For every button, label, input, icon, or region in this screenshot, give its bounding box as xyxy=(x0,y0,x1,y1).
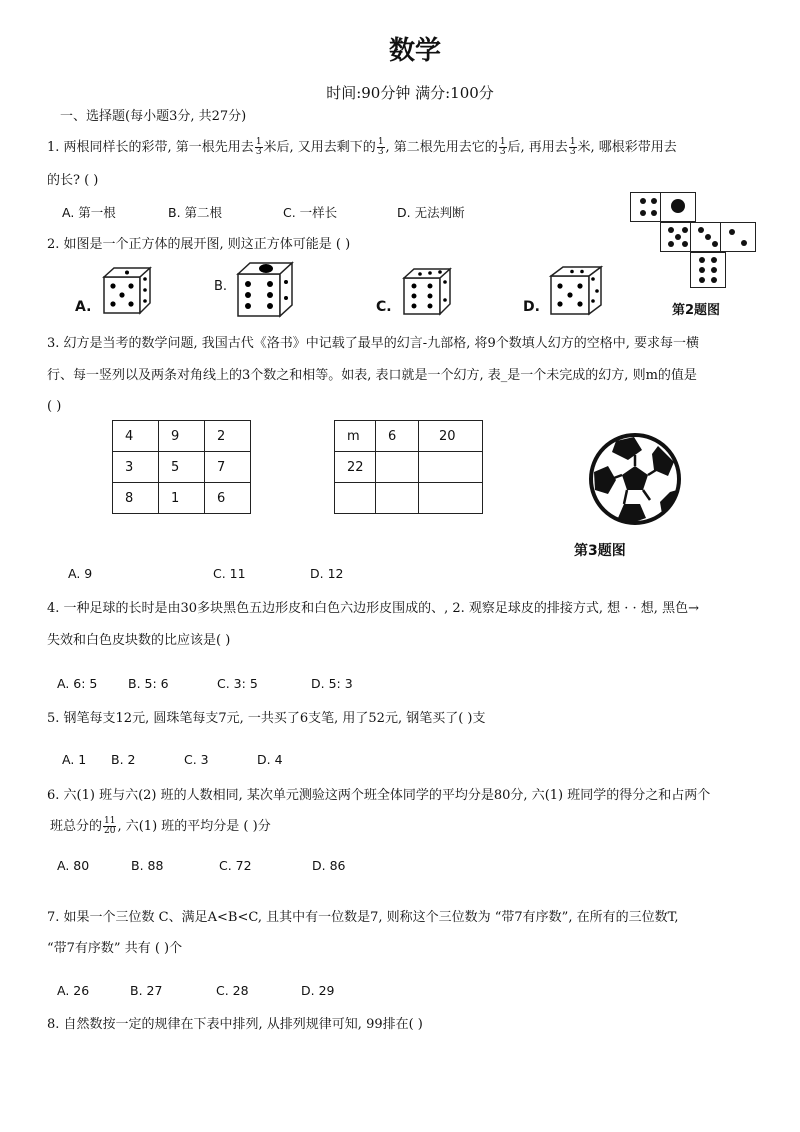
exam-info: 时间:90分钟 满分:100分 xyxy=(326,84,494,102)
q4-option-a[interactable]: A. 6: 5 xyxy=(57,676,98,691)
net-face xyxy=(690,252,726,288)
dice-c-icon[interactable] xyxy=(400,266,456,316)
question-6-line2 xyxy=(50,817,271,836)
q4-option-b[interactable]: B. 5: 6 xyxy=(128,676,169,691)
q2-option-c-label[interactable]: C. xyxy=(376,299,392,315)
q1-text-c: , 第二根先用去它的 xyxy=(385,140,498,155)
grid-cell: 6 xyxy=(376,421,419,452)
grid-cell: 6 xyxy=(205,483,251,514)
q7-option-b[interactable]: B. 27 xyxy=(130,983,163,998)
table-row xyxy=(335,452,483,483)
q6-text-a: 班总分的 xyxy=(50,819,103,834)
question-7-line2: “带7有序数” 共有 ( )个 xyxy=(47,941,183,956)
q2-option-d-label[interactable]: D. xyxy=(523,299,540,315)
grid-cell: 20 xyxy=(419,421,483,452)
q3-option-c[interactable]: C. 11 xyxy=(213,566,246,581)
cube-net-figure xyxy=(630,192,755,292)
q3-option-d[interactable]: D. 12 xyxy=(310,566,344,581)
grid-cell: 5 xyxy=(159,452,205,483)
question-3-line3: ( ) xyxy=(47,399,62,414)
grid-cell: 3 xyxy=(113,452,159,483)
q1-option-a[interactable]: A. 第一根 xyxy=(62,205,116,220)
grid-cell: 2 xyxy=(205,421,251,452)
question-1-line2: 的长? ( ) xyxy=(47,173,99,188)
grid-cell: 8 xyxy=(113,483,159,514)
question-6-line1: 6. 六(1) 班与六(2) 班的人数相同, 某次单元测验这两个班全体同学的平均分是80分, 六(1) 班同学的得分之和占两个 xyxy=(47,788,711,803)
q2-option-a-label[interactable]: A. xyxy=(75,299,92,315)
fraction: $\frac{1}{3}$ xyxy=(255,137,262,157)
q6-option-a[interactable]: A. 80 xyxy=(57,858,90,873)
table-row xyxy=(113,421,251,452)
fraction: $\frac{11}{20}$ xyxy=(104,816,116,836)
fraction: $\frac{1}{3}$ xyxy=(377,137,384,157)
q1-text-a: 1. 两根同样长的彩带, 第一根先用去 xyxy=(47,140,254,155)
q5-option-b[interactable]: B. 2 xyxy=(111,752,136,767)
table-row xyxy=(335,421,483,452)
q5-option-d[interactable]: D. 4 xyxy=(257,752,283,767)
table-row xyxy=(113,452,251,483)
grid-cell xyxy=(419,452,483,483)
q2-option-b-label[interactable]: B. xyxy=(214,279,228,294)
magic-square-incomplete xyxy=(334,420,483,514)
q2-figure-caption: 第2题图 xyxy=(672,303,721,318)
table-row xyxy=(113,483,251,514)
grid-cell: 7 xyxy=(205,452,251,483)
question-2: 2. 如图是一个正方体的展开图, 则这正方体可能是 ( ) xyxy=(47,237,351,252)
dice-d-icon[interactable] xyxy=(547,264,611,318)
q7-option-d[interactable]: D. 29 xyxy=(301,983,335,998)
question-3-line1: 3. 幻方是当考的数学问题, 我国古代《洛书》中记载了最早的幻言-九部格, 将9个数填人幻方的空格中, 要求每一横 xyxy=(47,336,699,351)
question-3-line2: 行、每一竖列以及两条对角线上的3个数之和相等。如表, 表口就是一个幻方, 表_是一个未完成的幻方, 则m的值是 xyxy=(47,368,697,383)
q4-option-d[interactable]: D. 5: 3 xyxy=(311,676,353,691)
section-heading: 一、选择题(每小题3分, 共27分) xyxy=(60,109,247,124)
dice-a-icon[interactable] xyxy=(100,265,156,315)
soccer-ball-icon xyxy=(588,432,682,526)
grid-cell: 1 xyxy=(159,483,205,514)
grid-cell xyxy=(335,483,376,514)
question-8: 8. 自然数按一定的规律在下表中排列, 从排列规律可知, 99排在( ) xyxy=(47,1017,423,1032)
q1-option-c[interactable]: C. 一样长 xyxy=(283,205,338,220)
fraction: $\frac{1}{3}$ xyxy=(569,137,576,157)
grid-cell xyxy=(419,483,483,514)
q6-option-c[interactable]: C. 72 xyxy=(219,858,252,873)
q6-option-b[interactable]: B. 88 xyxy=(131,858,164,873)
grid-cell: 9 xyxy=(159,421,205,452)
question-7-line1: 7. 如果一个三位数 C、满足A<B<C, 且其中有一位数是7, 则称这个三位数为 “带7有序数”, 在所有的三位数T, xyxy=(47,910,679,925)
q3-figure-caption: 第3题图 xyxy=(574,543,626,559)
q1-text-e: 米, 哪根彩带用去 xyxy=(577,140,677,155)
net-face xyxy=(720,222,756,252)
q7-option-a[interactable]: A. 26 xyxy=(57,983,90,998)
net-face xyxy=(660,192,696,222)
grid-cell xyxy=(376,483,419,514)
grid-cell: 22 xyxy=(335,452,376,483)
q7-option-c[interactable]: C. 28 xyxy=(216,983,249,998)
question-4-line1: 4. 一种足球的长时是由30多块黑色五边形皮和白色六边形皮围成的、, 2. 观察足球皮的排接方式, 想 · · 想, 黑色→ xyxy=(47,601,699,616)
fraction: $\frac{1}{3}$ xyxy=(499,137,506,157)
page-title: 数学 xyxy=(388,36,441,66)
q1-text-b: 米后, 又用去剩下的 xyxy=(263,140,376,155)
question-5: 5. 钢笔每支12元, 圆珠笔每支7元, 一共买了6支笔, 用了52元, 钢笔买了( )支 xyxy=(47,711,486,726)
question-4-line2: 失效和白色皮块数的比应该是( ) xyxy=(47,633,231,648)
grid-cell xyxy=(376,452,419,483)
question-1 xyxy=(47,138,677,157)
q6-option-d[interactable]: D. 86 xyxy=(312,858,346,873)
grid-cell: 4 xyxy=(113,421,159,452)
q4-option-c[interactable]: C. 3: 5 xyxy=(217,676,258,691)
dice-b-icon[interactable] xyxy=(234,260,300,320)
grid-cell: m xyxy=(335,421,376,452)
q1-option-b[interactable]: B. 第二根 xyxy=(168,205,223,220)
q3-option-a[interactable]: A. 9 xyxy=(68,566,93,581)
q6-text-b: , 六(1) 班的平均分是 ( )分 xyxy=(117,819,271,834)
q1-text-d: 后, 再用去 xyxy=(507,140,568,155)
q5-option-c[interactable]: C. 3 xyxy=(184,752,209,767)
q1-option-d[interactable]: D. 无法判断 xyxy=(397,205,465,220)
q5-option-a[interactable]: A. 1 xyxy=(62,752,87,767)
magic-square-complete xyxy=(112,420,251,514)
table-row xyxy=(335,483,483,514)
